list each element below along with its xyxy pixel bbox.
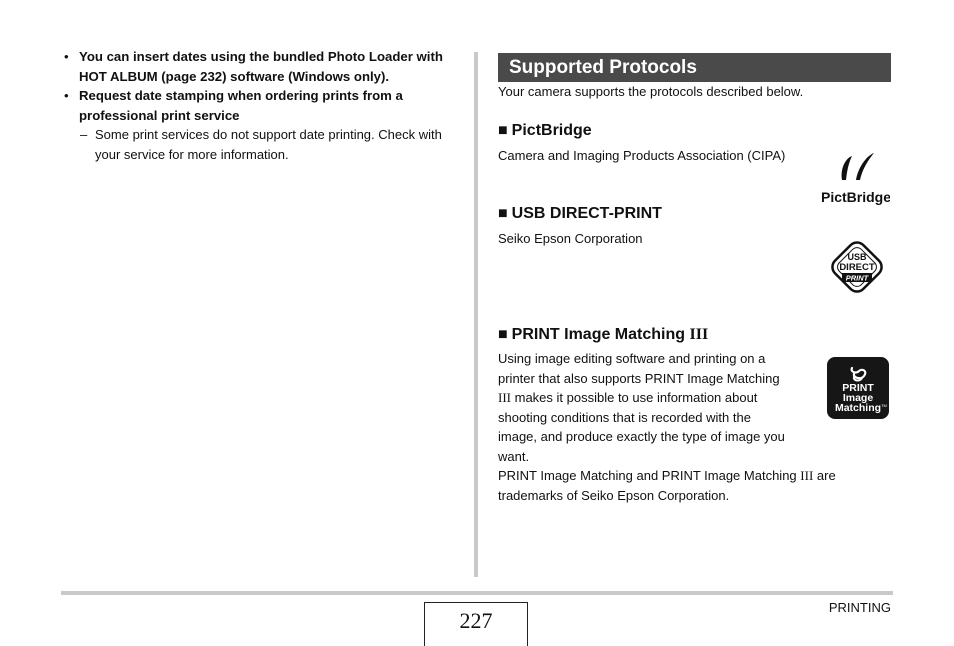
pim-heading: ■ PRINT Image Matching III xyxy=(498,326,709,343)
note-text: Some print services do not support date printing. Check with your service for more information. xyxy=(95,127,442,162)
left-column xyxy=(64,47,444,165)
note-dash: – xyxy=(80,127,88,142)
usb-direct-print-description: Seiko Epson Corporation xyxy=(498,231,643,246)
square-bullet-icon: ■ xyxy=(498,122,508,139)
svg-text:DIRECT: DIRECT xyxy=(839,262,875,273)
svg-text:PRINT: PRINT xyxy=(842,382,874,394)
note-item xyxy=(64,125,444,165)
pictbridge-heading: ■ PictBridge xyxy=(498,122,592,139)
pictbridge-description: Camera and Imaging Products Association (CIPA) xyxy=(498,148,786,163)
section-title: Supported Protocols xyxy=(498,53,891,82)
footer-rule xyxy=(61,591,893,595)
pictbridge-swoosh-icon xyxy=(822,150,890,208)
square-bullet-icon: ■ xyxy=(498,205,508,222)
usb-direct-print-logo xyxy=(823,235,891,301)
svg-text:PictBridge: PictBridge xyxy=(822,189,890,205)
usb-direct-print-heading: ■ USB DIRECT-PRINT xyxy=(498,205,662,222)
usb-direct-print-badge-icon xyxy=(823,235,891,301)
bullet-item: • You can insert dates using the bundled Photo Loader with HOT ALBUM (page 232) software (Windows only). xyxy=(64,47,444,86)
bullet-item: • Request date stamping when ordering prints from a professional print service xyxy=(64,86,444,125)
pim-description: Using image editing software and printing on a printer that also supports PRINT Image Matching III makes it possible to use information about shooting conditions that is recorded with the image, and produce exactly the type of image you want. xyxy=(498,351,785,464)
svg-text:USB: USB xyxy=(847,252,867,262)
print-image-matching-logo xyxy=(826,356,890,420)
square-bullet-icon: ■ xyxy=(498,326,508,343)
column-divider xyxy=(474,52,478,577)
svg-text:TM: TM xyxy=(881,403,887,408)
page-number: 227 xyxy=(424,602,528,646)
svg-text:Image: Image xyxy=(842,392,874,404)
pim-trademark-note: PRINT Image Matching and PRINT Image Matching III are trademarks of Seiko Epson Corporation. xyxy=(498,468,836,503)
print-image-matching-badge-icon xyxy=(826,356,890,420)
pictbridge-logo xyxy=(822,150,890,208)
svg-text:Matching: Matching xyxy=(834,402,882,414)
section-intro: Your camera supports the protocols described below. xyxy=(498,84,804,99)
svg-text:PRINT: PRINT xyxy=(845,273,869,283)
section-footer-label: PRINTING xyxy=(828,600,891,615)
